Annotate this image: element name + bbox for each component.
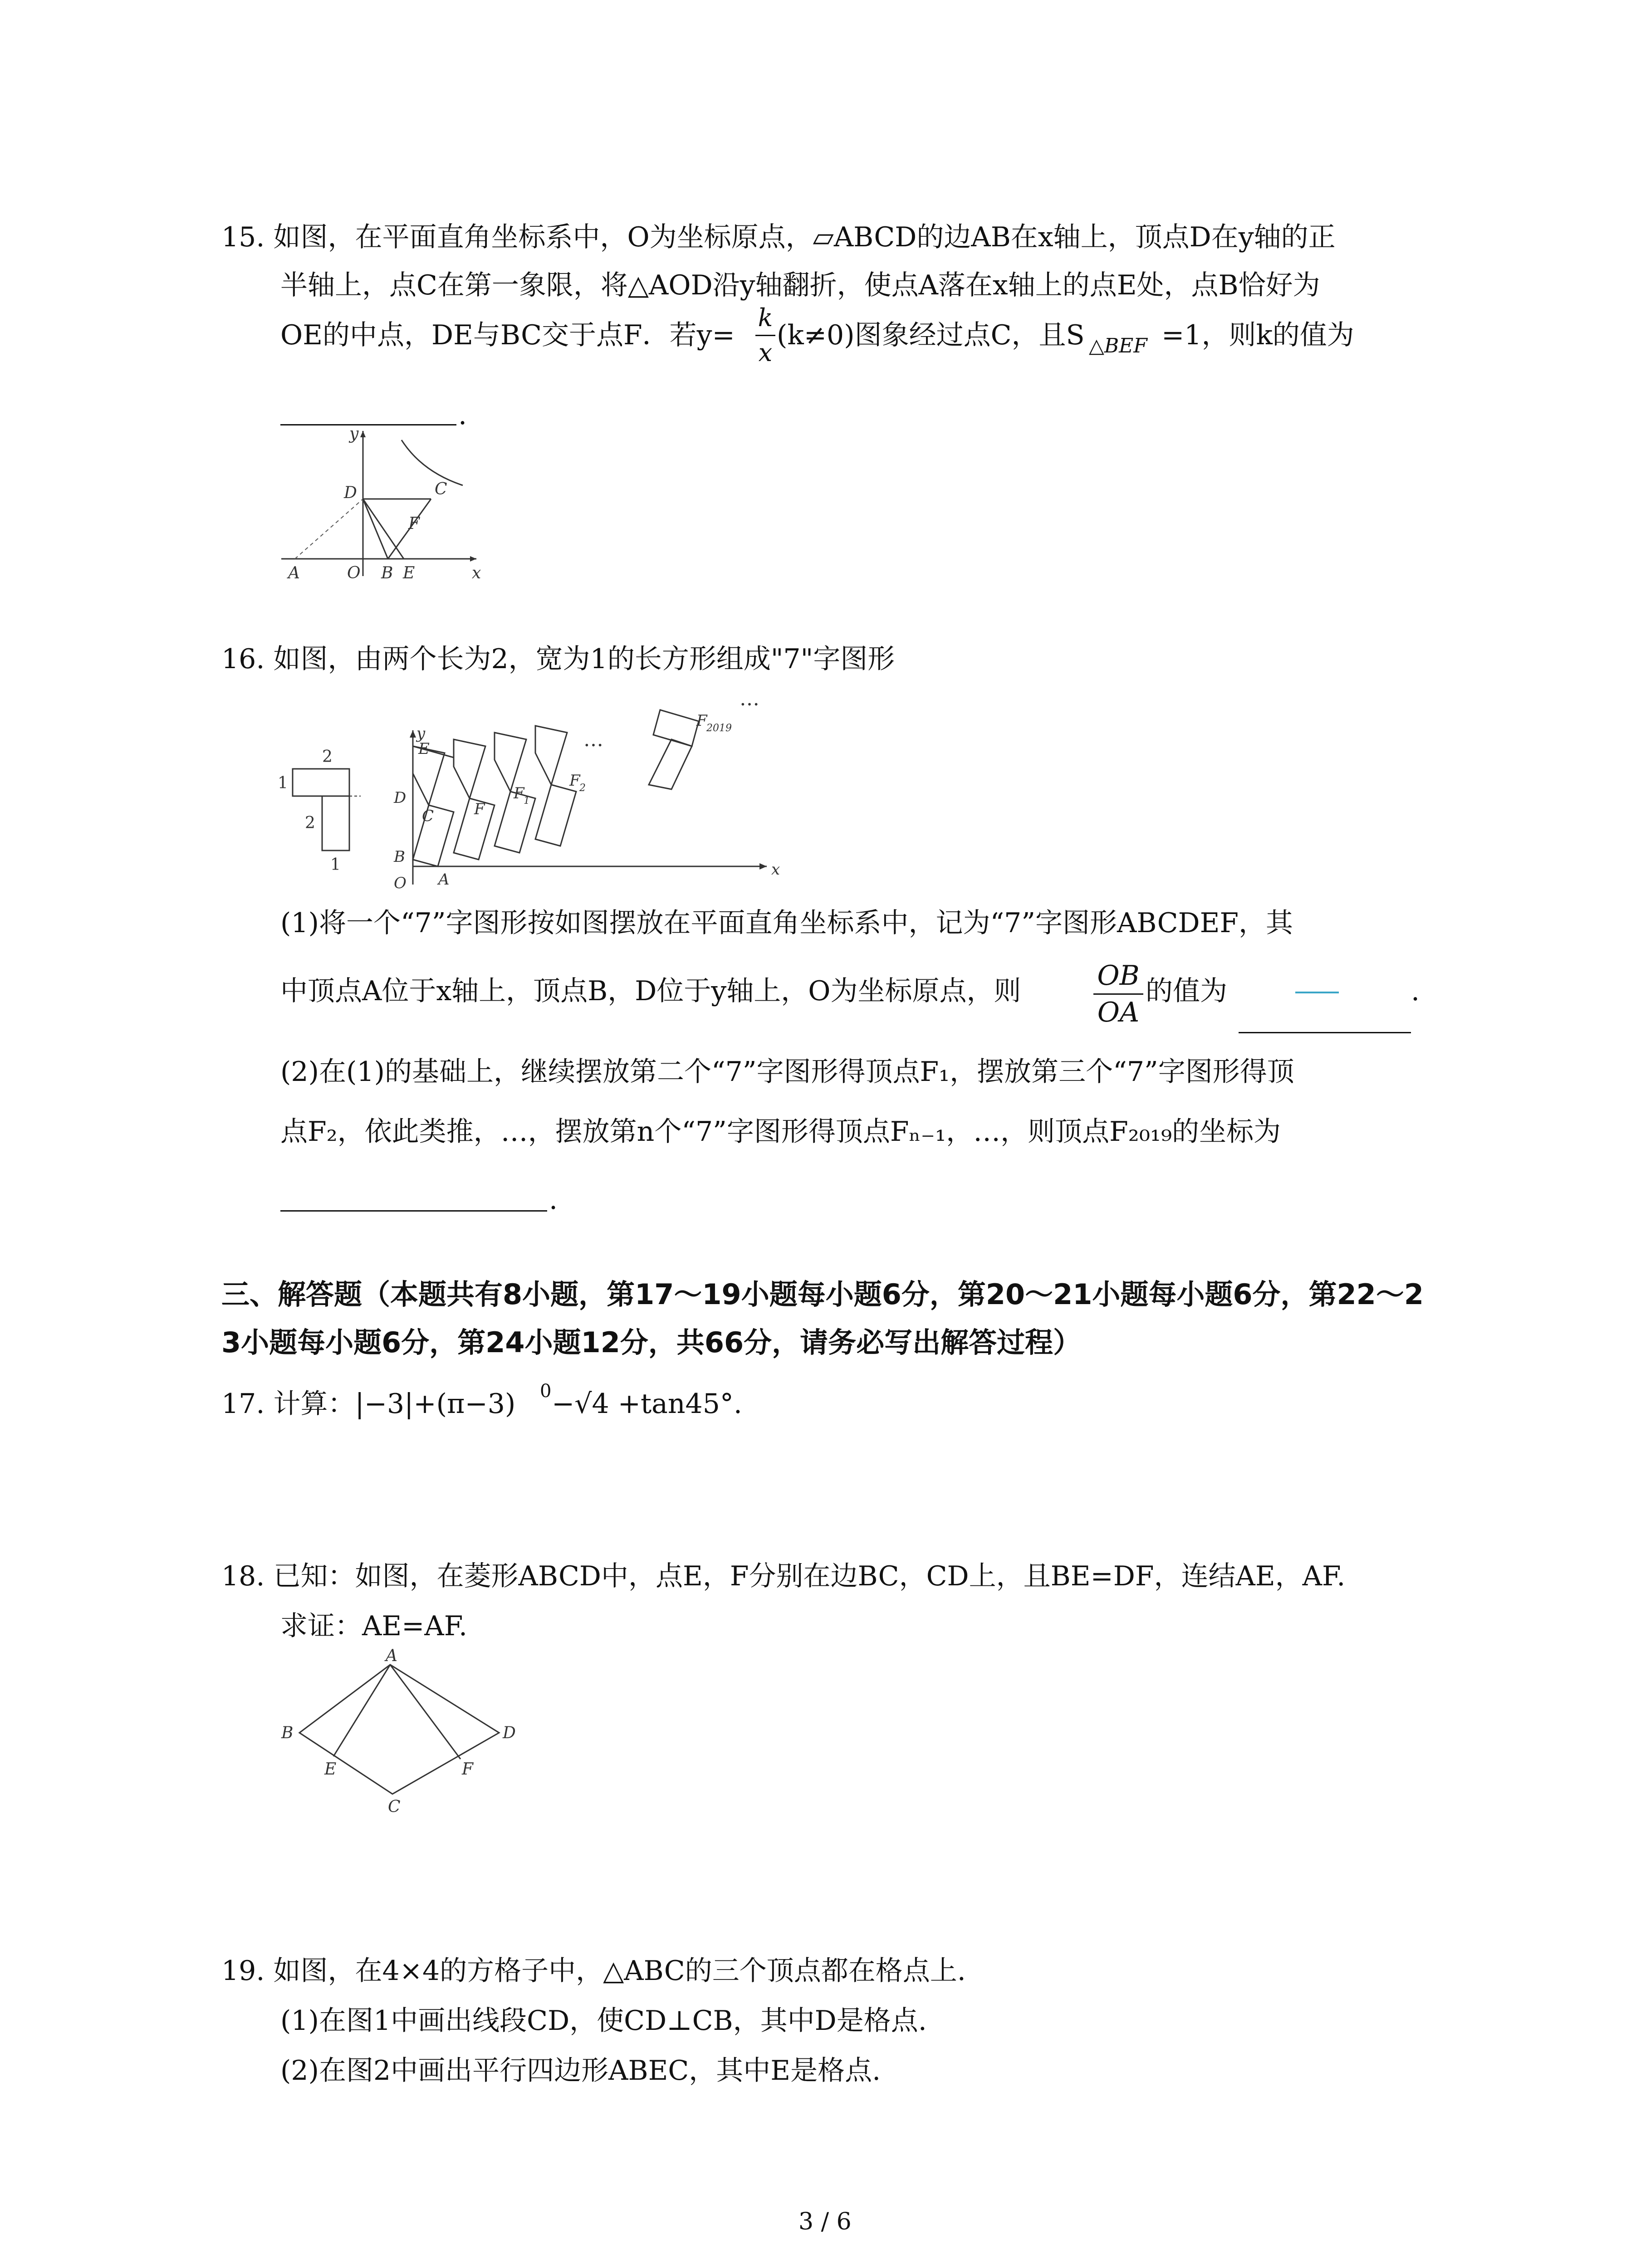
q17-superscript: 0	[540, 1381, 552, 1402]
q15-label-x: x	[472, 564, 481, 581]
q19-line1: 19. 如图，在4×4的方格子中，△ABC的三个顶点都在格点上.	[221, 1955, 966, 1987]
q15-fraction	[755, 304, 775, 367]
q15-line3-a: OE的中点，DE与BC交于点F．若y=	[280, 319, 735, 351]
q16-frac-num: OB	[1097, 960, 1140, 992]
q15-figure	[272, 422, 508, 581]
q18-label-D: D	[503, 1724, 516, 1742]
page-number: 3 / 6	[798, 2208, 852, 2235]
q16-label-F2019-sub: 2019	[706, 723, 732, 734]
q15-label-B: B	[381, 564, 393, 581]
q15-label-O: O	[347, 564, 361, 581]
q16-p1-line1: (1)将一个“7”字图形按如图摆放在平面直角坐标系中，记为“7”字图形ABCDEF，其	[280, 907, 1293, 939]
q16-label-O: O	[394, 874, 407, 892]
q16-label-F2: F	[569, 772, 580, 790]
q16-label-F: F	[474, 800, 485, 818]
q15-label-A: A	[288, 564, 300, 581]
q19-line3: (2)在图2中画出平行四边形ABEC，其中E是格点.	[280, 2055, 881, 2087]
q18-label-B: B	[281, 1724, 294, 1742]
q16-label-x: x	[771, 860, 780, 879]
q16-fraction	[1093, 961, 1143, 1027]
q16-dots-top: …	[740, 687, 759, 710]
q16-p1-line2-a: 中顶点A位于x轴上，顶点B，D位于y轴上，O为坐标原点，则	[280, 975, 1021, 1007]
q19-line2: (1)在图1中画出线段CD，使CD⊥CB，其中D是格点.	[280, 2005, 927, 2037]
q16-label-F2019: F	[696, 712, 707, 730]
q16-label-A: A	[438, 870, 450, 889]
q16-dim-2-mid: 2	[305, 814, 315, 832]
q15-label-E: E	[403, 564, 415, 581]
q18-label-C: C	[388, 1798, 401, 1814]
q18-line2: 求证：AE=AF.	[280, 1610, 468, 1642]
q15-line1: 15. 如图，在平面直角坐标系中，O为坐标原点，▱ABCD的边AB在x轴上，顶点D在y轴的正	[221, 221, 1336, 253]
q16-dim-1-left: 1	[278, 774, 288, 792]
q17-text-a: 17. 计算：|−3|+(π−3)	[221, 1388, 516, 1420]
section3-heading-line2: 3小题每小题6分，第24小题12分，共66分，请务必写出解答过程）	[221, 1326, 1082, 1359]
q18-figure	[272, 1642, 526, 1814]
q18-label-F: F	[462, 1760, 473, 1779]
q16-p2-end: .	[549, 1184, 558, 1216]
q15-label-C: C	[435, 480, 447, 499]
q15-frac-num: k	[758, 303, 773, 332]
q16-p1-end: .	[1411, 975, 1420, 1007]
q18-line1: 18. 已知：如图，在菱形ABCD中，点E，F分别在边BC，CD上，且BE=DF，连结AE，AF.	[221, 1560, 1346, 1592]
q16-frac-bar	[1093, 993, 1143, 995]
q16-frac-den: OA	[1097, 997, 1140, 1028]
q16-label-C: C	[422, 807, 434, 825]
q16-label-y: y	[416, 724, 426, 743]
q15-label-y: y	[349, 425, 359, 443]
q15-line3-c: =1，则k的值为	[1161, 319, 1354, 351]
q16-p2-answer-blank[interactable]	[280, 1210, 547, 1212]
q15-frac-bar	[755, 335, 775, 336]
q16-p2-line1: (2)在(1)的基础上，继续摆放第二个“7”字图形得顶点F₁，摆放第三个“7”字图形得顶	[280, 1056, 1294, 1088]
q15-line3-b: (k≠0)图象经过点C，且S	[777, 319, 1085, 351]
q16-p1-answer-blank[interactable]	[1239, 1032, 1411, 1033]
q16-label-F1-sub: 1	[524, 795, 530, 807]
q16-answer-mark	[1295, 992, 1339, 993]
q15-label-D: D	[344, 484, 357, 502]
q17-text-b: −√4 +tan45°.	[552, 1388, 742, 1420]
q15-line3-sub: △BEF	[1089, 334, 1147, 357]
q16-label-F2-sub: 2	[579, 782, 586, 794]
section3-heading-line1: 三、解答题（本题共有8小题，第17～19小题每小题6分，第20～21小题每小题6分，第22～2	[221, 1278, 1424, 1311]
q16-dim-2-top: 2	[322, 748, 333, 766]
q16-label-E: E	[418, 740, 430, 758]
q15-blank-end: .	[458, 399, 467, 431]
q16-label-B: B	[394, 848, 405, 866]
q16-dots-middle: …	[583, 728, 603, 751]
q15-frac-den: x	[758, 338, 773, 367]
q18-label-A: A	[386, 1647, 397, 1665]
q18-label-E: E	[324, 1760, 337, 1779]
q16-dim-1-bottom: 1	[330, 855, 341, 874]
q15-line2: 半轴上，点C在第一象限，将△AOD沿y轴翻折，使点A落在x轴上的点E处，点B恰好为	[280, 269, 1320, 301]
q15-label-F: F	[408, 514, 420, 533]
q16-figure	[272, 685, 798, 894]
q16-line1: 16. 如图，由两个长为2，宽为1的长方形组成"7"字图形	[221, 643, 895, 675]
q16-p1-line2-b: 的值为	[1146, 975, 1227, 1007]
q16-label-F1: F	[514, 784, 524, 802]
q16-p2-line2: 点F₂，依此类推，…，摆放第n个“7”字图形得顶点Fₙ₋₁，…，则顶点F₂₀₁₉的坐标为	[280, 1116, 1281, 1148]
q16-label-D: D	[394, 789, 407, 807]
